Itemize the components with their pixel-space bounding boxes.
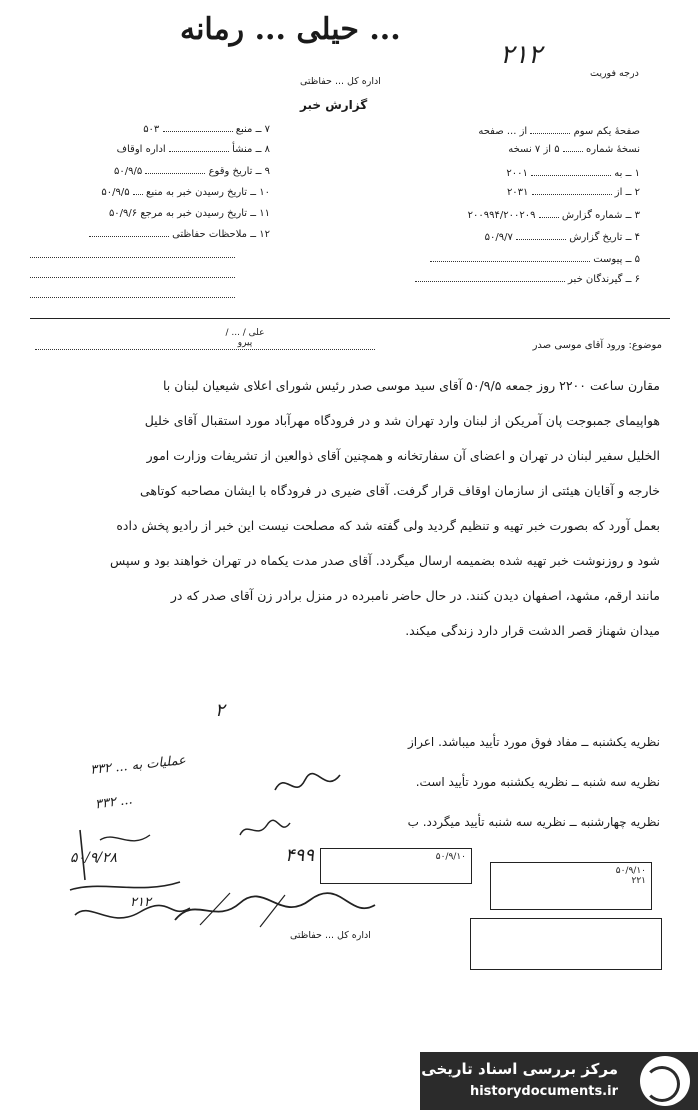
field-row-2: نسخهٔ شماره ۵ از ۷ نسخه xyxy=(508,144,640,155)
opinion-wednesday: نظریه چهارشنبه ــ نظریه سه شنبه تأیید میگردد. ب xyxy=(407,815,660,829)
archive-logo-ring-icon xyxy=(644,1066,680,1102)
divider xyxy=(30,318,670,319)
body-line-4: خارجه و آقایان هیئتی از سازمان اوقاف قرار گرفت. آقای ضیری در فرودگاه با ایشان مصاحبه کوتاهی xyxy=(139,483,660,498)
receipt-stamp-date: ۵۰/۹/۱۰ xyxy=(615,866,646,876)
dotted-line xyxy=(35,348,375,350)
subject-line: موضوع: ورود آقای موسی صدر xyxy=(532,340,662,351)
field-row-11: ۹ ــ تاریخ وقوع ۵۰/۹/۵ xyxy=(113,166,270,177)
stamp-number-handwritten: ۴۹۹ xyxy=(285,845,315,866)
urgency-label: درجه فوریت xyxy=(590,68,639,79)
field-row-3: ۱ ــ به ۲۰۰۱ xyxy=(506,168,640,179)
body-line-5: بعمل آورد که بصورت خبر تهیه و تنظیم گردید ولی گفته شد که مصلحت نیست این خبر از رادیو پخش داده xyxy=(116,518,660,533)
archive-watermark xyxy=(420,1052,698,1110)
opinion-tuesday: نظریه سه شنبه ــ نظریه یکشنبه مورد تأیید است. xyxy=(415,775,660,789)
body-line-1: مقارن ساعت ۲۲۰۰ روز جمعه ۵۰/۹/۵ آقای سید موسی صدر رئیس شورای اعلای شیعیان لبنان با xyxy=(163,378,660,393)
registration-stamp xyxy=(320,848,472,884)
field-row-12: ۱۰ ــ تاریخ رسیدن خبر به منبع ۵۰/۹/۵ xyxy=(101,187,270,198)
body-line-7: مانند ارقم، مشهد، اصفهان دیدن کنند. در حال حاضر نامبرده در منزل برادر زن آقای صدر که در xyxy=(170,588,660,603)
dotted-line xyxy=(30,256,235,258)
field-row-9: ۷ ــ منبع ۵۰۳ xyxy=(143,124,270,135)
org-name: اداره کل ... حفاظتی xyxy=(300,76,381,87)
report-title: گزارش خبر xyxy=(300,98,368,112)
field-row-1: صفحهٔ یکم سوم از ... صفحه xyxy=(478,126,640,137)
page-number: ۲۱۲ xyxy=(500,40,542,70)
signature-scribble xyxy=(235,815,295,845)
opinion-sunday: نظریه یکشنبه ــ مفاد فوق مورد تأیید میباشد. اعراز xyxy=(408,735,660,749)
field-row-4: ۲ ــ از ۲۰۳۱ xyxy=(506,187,640,198)
receipt-stamp-number: ۲۲۱ xyxy=(631,876,646,886)
stamp-date: ۵۰/۹/۱۰ xyxy=(435,852,466,862)
margin-note-3: ۵۰/۹/۲۸ xyxy=(70,850,118,866)
subject-side-note: علی / ... / پیرو xyxy=(225,328,265,348)
dotted-line xyxy=(30,276,235,278)
watermark-url: historydocuments.ir xyxy=(469,1084,618,1099)
field-row-14: ۱۲ ــ ملاحظات حفاظتی xyxy=(30,229,270,240)
body-line-3: الخلیل سفیر لبنان در تهران و اعضای آن سفارتخانه و همچنین آقای ذوالعین از تشریفات وزارت امور xyxy=(146,448,660,463)
field-row-5: ۳ ــ شماره گزارش ۲۰۰۹۹۴/۲۰۰۲۰۹ xyxy=(467,210,640,221)
field-row-6: ۴ ــ تاریخ گزارش ۵۰/۹/۷ xyxy=(484,232,640,243)
document-header-title: حیلی ... رمانه ... xyxy=(180,12,401,47)
margin-note-2: ... ۳۳۲ xyxy=(94,792,134,813)
body-line-2: هواپیمای جمبوجت پان آمریکن از لبنان وارد تهران شد و در فرودگاه مهرآباد مورد استقبال آقای خلیل xyxy=(144,413,660,428)
watermark-title: مرکز بررسی اسناد تاریخی xyxy=(421,1060,618,1078)
margin-note-4: ۲۱۲ xyxy=(130,895,151,910)
signature-scribble xyxy=(270,765,350,805)
field-row-10: ۸ ــ منشأ اداره اوقاف xyxy=(116,144,270,155)
small-stamp xyxy=(470,918,662,970)
field-row-7: ۵ ــ پیوست xyxy=(370,254,640,265)
signature-bottom xyxy=(170,885,380,935)
bottom-org-label: اداره کل ... حفاظتی xyxy=(290,930,371,941)
field-row-13: ۱۱ ــ تاریخ رسیدن خبر به مرجع ۵۰/۹/۶ xyxy=(108,208,270,219)
receipt-stamp xyxy=(490,862,652,910)
field-row-8: ۶ ــ گیرندگان خبر xyxy=(370,274,640,285)
body-line-8: میدان شهناز قصر الدشت قرار دارد زندگی میکند. xyxy=(405,623,660,638)
handwritten-mark: ۲ xyxy=(215,700,225,721)
dotted-line xyxy=(30,296,235,298)
body-line-6: شود و روزنوشت خبر تهیه شده بضمیمه ارسال میگردد. آقای صدر مدت یکماه در تهران خواهند بود و سپس xyxy=(110,553,660,568)
margin-note-1: عملیات به ... ۳۳۲ xyxy=(89,753,187,778)
